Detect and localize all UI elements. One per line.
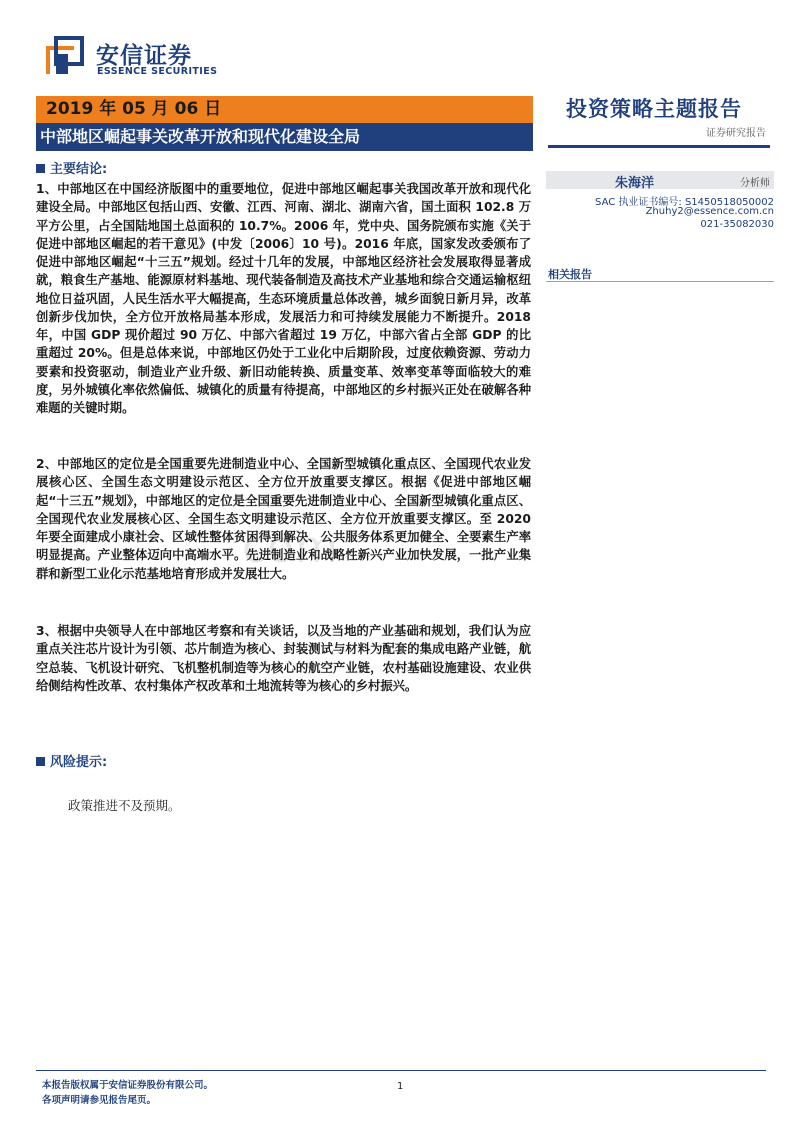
footer-copyright: 本报告版权属于安信证券股份有限公司。 [42,1080,214,1091]
footer-rule [36,1070,766,1071]
footer-disclaimer-note: 各项声明请参见报告尾页。 [42,1095,157,1106]
analyst-phone: 021-35082030 [700,219,774,230]
risk-heading [36,751,107,770]
summary-paragraph-2: 2、中部地区的定位是全国重要先进制造业中心、全国新型城镇化重点区、全国现代农业发展核心区、全国生态文明建设示范区、全方位开放重要支撑区。根据《促进中部地区崛起“十三五”规划》，中部地区的定位是全国重要先进制造业中心、全国新型城镇化重点区、全国现代农业发展核心区、全国生态文明建设示范区、全方位开放重要支撑区。至 2020 年要全面建成小康社会、区域性整体贫困得到解决、公共服务体系更加健全、全要素生产率明显提高。产业整体迈向中高端水平。先进制造业和战略性新兴产业加快发展，一批产业集群和新型工业化示范基地培育形成并发展壮大。 [36,457,531,581]
risk-heading-text: 风险提示: [50,755,108,770]
report-date: 2019 年 05 月 06 日 [46,99,222,119]
watermark: com [242,522,339,573]
analyst-sac-number: SAC 执业证书编号: S1450518050002 [595,197,774,208]
analyst-email[interactable]: Zhuhy2@essence.com.cn [645,206,774,217]
analyst-role: 分析师 [740,178,770,189]
summary-heading-text: 主要结论: [50,162,108,177]
report-title: 中部地区崛起事关改革开放和现代化建设全局 [40,127,361,146]
risk-text: 政策推进不及预期。 [68,798,181,813]
essence-logo-icon [44,36,84,76]
square-bullet-icon [36,757,45,766]
report-type: 投资策略主题报告 [566,96,742,121]
square-bullet-icon [36,164,45,173]
related-reports-title: 相关报告 [548,268,592,281]
summary-heading [36,158,107,177]
page-number: 1 [397,1081,404,1092]
report-subtype: 证券研究报告 [706,128,766,139]
summary-paragraph-1: 1、中部地区在中国经济版图中的重要地位，促进中部地区崛起事关我国改革开放和现代化建设全局。中部地区包括山西、安徽、江西、河南、湖北、湖南六省，国土面积 102.8 万平方公里，占全国陆地国土总面积的 10.7%。2006 年，党中央、国务院颁布实施《关于促进中部地区崛起的若干意见》(中发〔2006〕10 号)。2016 年底，国家发改委颁布了促进中部地区崛起“十三五”规划。经过十几年的发展，中部地区经济社会发展取得显著成就，粮食生产基地、能源原材料基地、现代装备制造及高技术产业基地和综合交通运输枢纽地位日益巩固，人民生活水平大幅提高，生态环境质量总体改善，城乡面貌日新月异，改革创新步伐加快，全方位开放格局基本形成，发展活力和可持续发展能力不断提升。2018 年，中国 GDP 现价超过 90 万亿、中部六省超过 19 万亿，中部六省占全部 GDP 的比重超过 20%。但是总体来说，中部地区仍处于工业化中后期阶段，过度依赖资源、劳动力要素和投资驱动，制造业产业升级、新旧动能转换、质量变革、效率变革等面临较大的难度，另外城镇化率依然偏低、城镇化的质量有待提高，中部地区的乡村振兴正处在破解各种难题的关键时期。 [36,182,531,415]
analyst-name: 朱海洋 [615,176,655,191]
company-name-en: ESSENCE SECURITIES [97,66,218,77]
company-name-cn: 安信证券 [96,43,192,69]
right-header-rule [548,145,770,148]
related-reports-rule [546,281,774,282]
summary-paragraph-3: 3、根据中央领导人在中部地区考察和有关谈话，以及当地的产业基础和规划，我们认为应重点关注芯片设计为引领、芯片制造为核心、封装测试与材料为配套的集成电路产业链，航空总装、飞机设计研究、飞机整机制造等为核心的航空产业链，农村基础设施建设、农业供给侧结构性改革、农村集体产权改革和土地流转等为核心的乡村振兴。 [36,624,531,693]
